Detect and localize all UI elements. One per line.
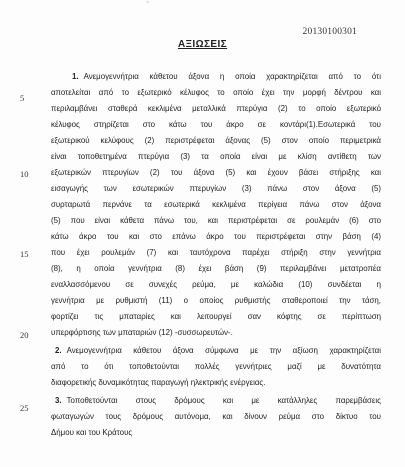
claim-3-number: 3.	[55, 396, 62, 405]
line-number-15: 15	[20, 249, 29, 259]
claim-1-line: εξωτερικών πτερυγίων (2) του άξονα (5) και έχουν βάσει στήριξης και	[51, 168, 381, 177]
claim-1-number: 1.	[72, 72, 79, 81]
line-number-20: 20	[20, 330, 29, 340]
claim-1-line: κάτω άκρο του και στο επάνω άκρο του περιστρέφεται στην βάση (4)	[51, 232, 381, 241]
claim-3-line	[55, 396, 381, 406]
claim-1-line: που έχει ρουλεμάν (7) και ταυτόχρονα παρέχει στήριξη στην γεννήτρια	[51, 248, 381, 257]
claim-2-number: 2.	[55, 346, 62, 355]
claim-1-line: γεννήτρια με ρυθμιστή (11) ο οποίος ρυθμιστής σταθεροποιεί την τάση,	[51, 296, 381, 305]
page-title: ΑΞΙΩΣΕΙΣ	[177, 39, 228, 50]
claim-1-line: αποτελείται από το εξωτερικό κέλυφος το οποίο έχει την μορφή δέντρου και	[51, 88, 381, 97]
claim-1-line: εισαγωγής των εσωτερικών πτερυγίων (3) πάνω στον άξονα (5)	[51, 184, 381, 193]
document-number: 20130100301	[302, 27, 357, 37]
claim-1-line: περιλαμβάνει σταθερά κεκλιμένα μεταλλικά πτερύγια (2) το οποίο εξωτερικό	[51, 104, 381, 113]
claim-1-line: υπερφόρτισης των μπαταριών (12) -συσσωρευτών-.	[51, 328, 233, 337]
claim-2-line: διαφορετικής δυναμικότητας παραγωγή ηλεκτρικής ενέργειας.	[51, 378, 266, 387]
claim-1-line: φορτίζει τις μπαταρίες και λειτουργεί σαν κόφτης σε περίπτωση	[51, 312, 381, 321]
scan-mark: ~	[146, 0, 150, 6]
claim-2-line	[55, 346, 381, 356]
claim-1-line: εξωτερικού κελύφους (2) περιστρέφεται άξονας (5) στον οποίο περιμετρικά	[51, 136, 381, 145]
claim-3-line: φωταγωγών τους δρόμους αυτόνομα, και δίνουν ρεύμα στο δίκτυο του	[51, 412, 381, 421]
line-number-5: 5	[20, 93, 25, 103]
claim-1-line	[72, 72, 381, 82]
line-number-25: 25	[20, 403, 29, 413]
claim-3-text: Τοποθετούνται στους δρόμους και με κατάλληλες παρεμβάσεις	[66, 396, 381, 405]
claim-3-line: Δήμου και του Κράτους	[51, 428, 133, 437]
claim-1-line: είναι τοποθετημένα πτερύγια (3) τα οποία είναι με κλίση αντίθετη των	[51, 152, 381, 161]
claim-1-line: εναλλασσόμενου σε συνεχές ρεύμα, με καλώδια (10) συνδέεται η	[51, 280, 381, 289]
claim-2-line: από το ότι τοποθετούνται πολλές γεννήτριες μαζί με δυνατότητα	[51, 362, 381, 371]
claim-1-line: (8), η οποία γεννήτρια (8) έχει βάση (9) περιλαμβάνει μετατροπέα	[51, 264, 381, 273]
claim-1-text: Ανεμογεννήτρια κάθετου άξονα η οποία χαρακτηρίζεται από το ότι	[83, 72, 381, 81]
claim-1-line: συρταρωτά περνάνε τα εσωτερικά κεκλιμένα περίγεια πάνω στον άξονα	[51, 200, 381, 209]
claim-2-text: Ανεμογεννήτρια κάθετου άξονα σύμφωνα με την αξίωση χαρακτηρίζεται	[66, 346, 381, 355]
line-number-10: 10	[20, 169, 29, 179]
claim-1-line: κέλυφος στηρίζεται στο κάτω του άκρο σε κοντάρι(1).Εσωτερικά του	[51, 120, 381, 129]
claim-1-line: (5) που είναι κάθετα πάνω του, και περιστρέφεται σε ρουλεμάν (6) στο	[51, 216, 381, 225]
